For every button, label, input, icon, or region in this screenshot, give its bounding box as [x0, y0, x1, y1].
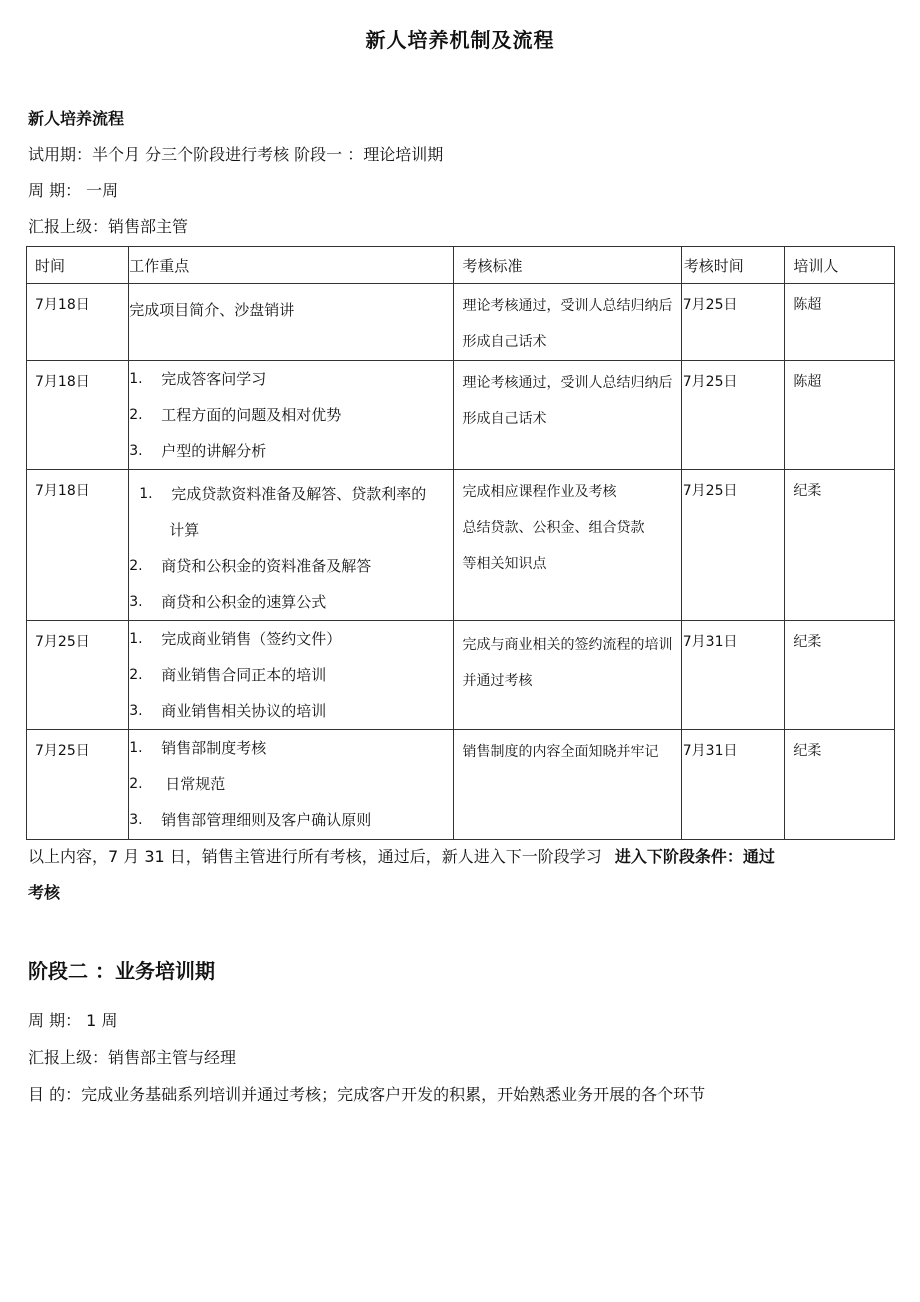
row-standard: 完成相应课程作业及考核 总结贷款、公积金、组合贷款 等相关知识点	[454, 470, 681, 621]
summary-text: 以上内容，7 月 31 日，销售主管进行所有考核，通过后，新人进入下一阶段学习	[28, 847, 602, 866]
next-stage-condition-cont: 考核	[28, 883, 61, 902]
row-focus	[129, 470, 454, 621]
focus-item: 3. 销售部管理细则及客户确认原则	[129, 811, 372, 829]
row-focus	[129, 621, 454, 730]
row-time: 7月25日	[27, 621, 129, 730]
stage2-period-line: 周 期： 1 周	[28, 1011, 118, 1030]
row-time: 7月18日	[27, 470, 129, 621]
row-assess-date: 7月31日	[681, 730, 785, 840]
stage1-report-line: 汇报上级：销售部主管	[28, 217, 189, 236]
stage1-heading: 新人培养流程	[28, 109, 125, 128]
focus-item: 3. 商业销售相关协议的培训	[129, 702, 327, 720]
row-trainer: 陈超	[785, 284, 895, 361]
summary-line	[28, 844, 894, 867]
row-assess-date: 7月25日	[681, 284, 785, 361]
row-focus	[129, 361, 454, 470]
row-assess-date: 7月25日	[681, 470, 785, 621]
table-row	[27, 361, 895, 470]
row-time: 7月18日	[27, 284, 129, 361]
row-trainer: 纪柔	[785, 470, 895, 621]
row-assess-date: 7月31日	[681, 621, 785, 730]
header-time: 时间	[27, 247, 129, 284]
focus-item: 2. 日常规范	[129, 775, 226, 793]
row-assess-date: 7月25日	[681, 361, 785, 470]
row-trainer: 纪柔	[785, 621, 895, 730]
table-row	[27, 621, 895, 730]
stage2-report-line: 汇报上级：销售部主管与经理	[28, 1048, 237, 1067]
focus-item: 3. 户型的讲解分析	[129, 442, 267, 460]
table-row	[27, 730, 895, 840]
stage2-heading: 阶段二 ：业务培训期	[28, 959, 215, 983]
focus-item: 1. 销售部制度考核	[129, 739, 267, 757]
row-time: 7月18日	[27, 361, 129, 470]
stage1-period-line: 周 期： 一周	[28, 181, 119, 200]
row-trainer: 纪柔	[785, 730, 895, 840]
focus-item: 2. 商业销售合同正本的培训	[129, 666, 327, 684]
header-standard: 考核标准	[454, 247, 681, 284]
stage2-goal-line: 目 的：完成业务基础系列培训并通过考核；完成客户开发的积累，开始熟悉业务开展的各个环节	[28, 1085, 706, 1104]
row-trainer: 陈超	[785, 361, 895, 470]
table-header-row	[27, 247, 895, 284]
row-standard: 完成与商业相关的签约流程的培训并通过考核	[454, 621, 681, 730]
focus-item: 2. 工程方面的问题及相对优势	[129, 406, 342, 424]
row-standard: 理论考核通过，受训人总结归纳后形成自己话术	[454, 361, 681, 470]
focus-item: 1. 完成答客问学习	[129, 370, 267, 388]
training-plan-table	[26, 246, 895, 840]
row-standard: 销售制度的内容全面知晓并牢记	[454, 730, 681, 840]
focus-item-continuation: 计算	[169, 521, 200, 539]
focus-item: 1. 完成贷款资料准备及解答、贷款利率的	[139, 485, 427, 503]
trial-period-line: 试用期：半个月 分三个阶段进行考核 阶段一 ：理论培训期	[28, 145, 444, 164]
header-trainer: 培训人	[785, 247, 895, 284]
page-title: 新人培养机制及流程	[365, 28, 555, 52]
row-standard: 理论考核通过，受训人总结归纳后形成自己话术	[454, 284, 681, 361]
row-time: 7月25日	[27, 730, 129, 840]
header-assess-date: 考核时间	[681, 247, 785, 284]
row-focus	[129, 730, 454, 840]
row-focus	[129, 284, 454, 361]
focus-item: 1. 完成商业销售（签约文件）	[129, 630, 342, 648]
table-row	[27, 470, 895, 621]
focus-item: 3. 商贷和公积金的速算公式	[129, 593, 327, 611]
focus-item: 完成项目简介、沙盘销讲	[129, 301, 295, 319]
table-row	[27, 284, 895, 361]
focus-item: 2. 商贷和公积金的资料准备及解答	[129, 557, 372, 575]
next-stage-condition: 进入下阶段条件：通过	[614, 847, 775, 866]
header-focus: 工作重点	[129, 247, 454, 284]
